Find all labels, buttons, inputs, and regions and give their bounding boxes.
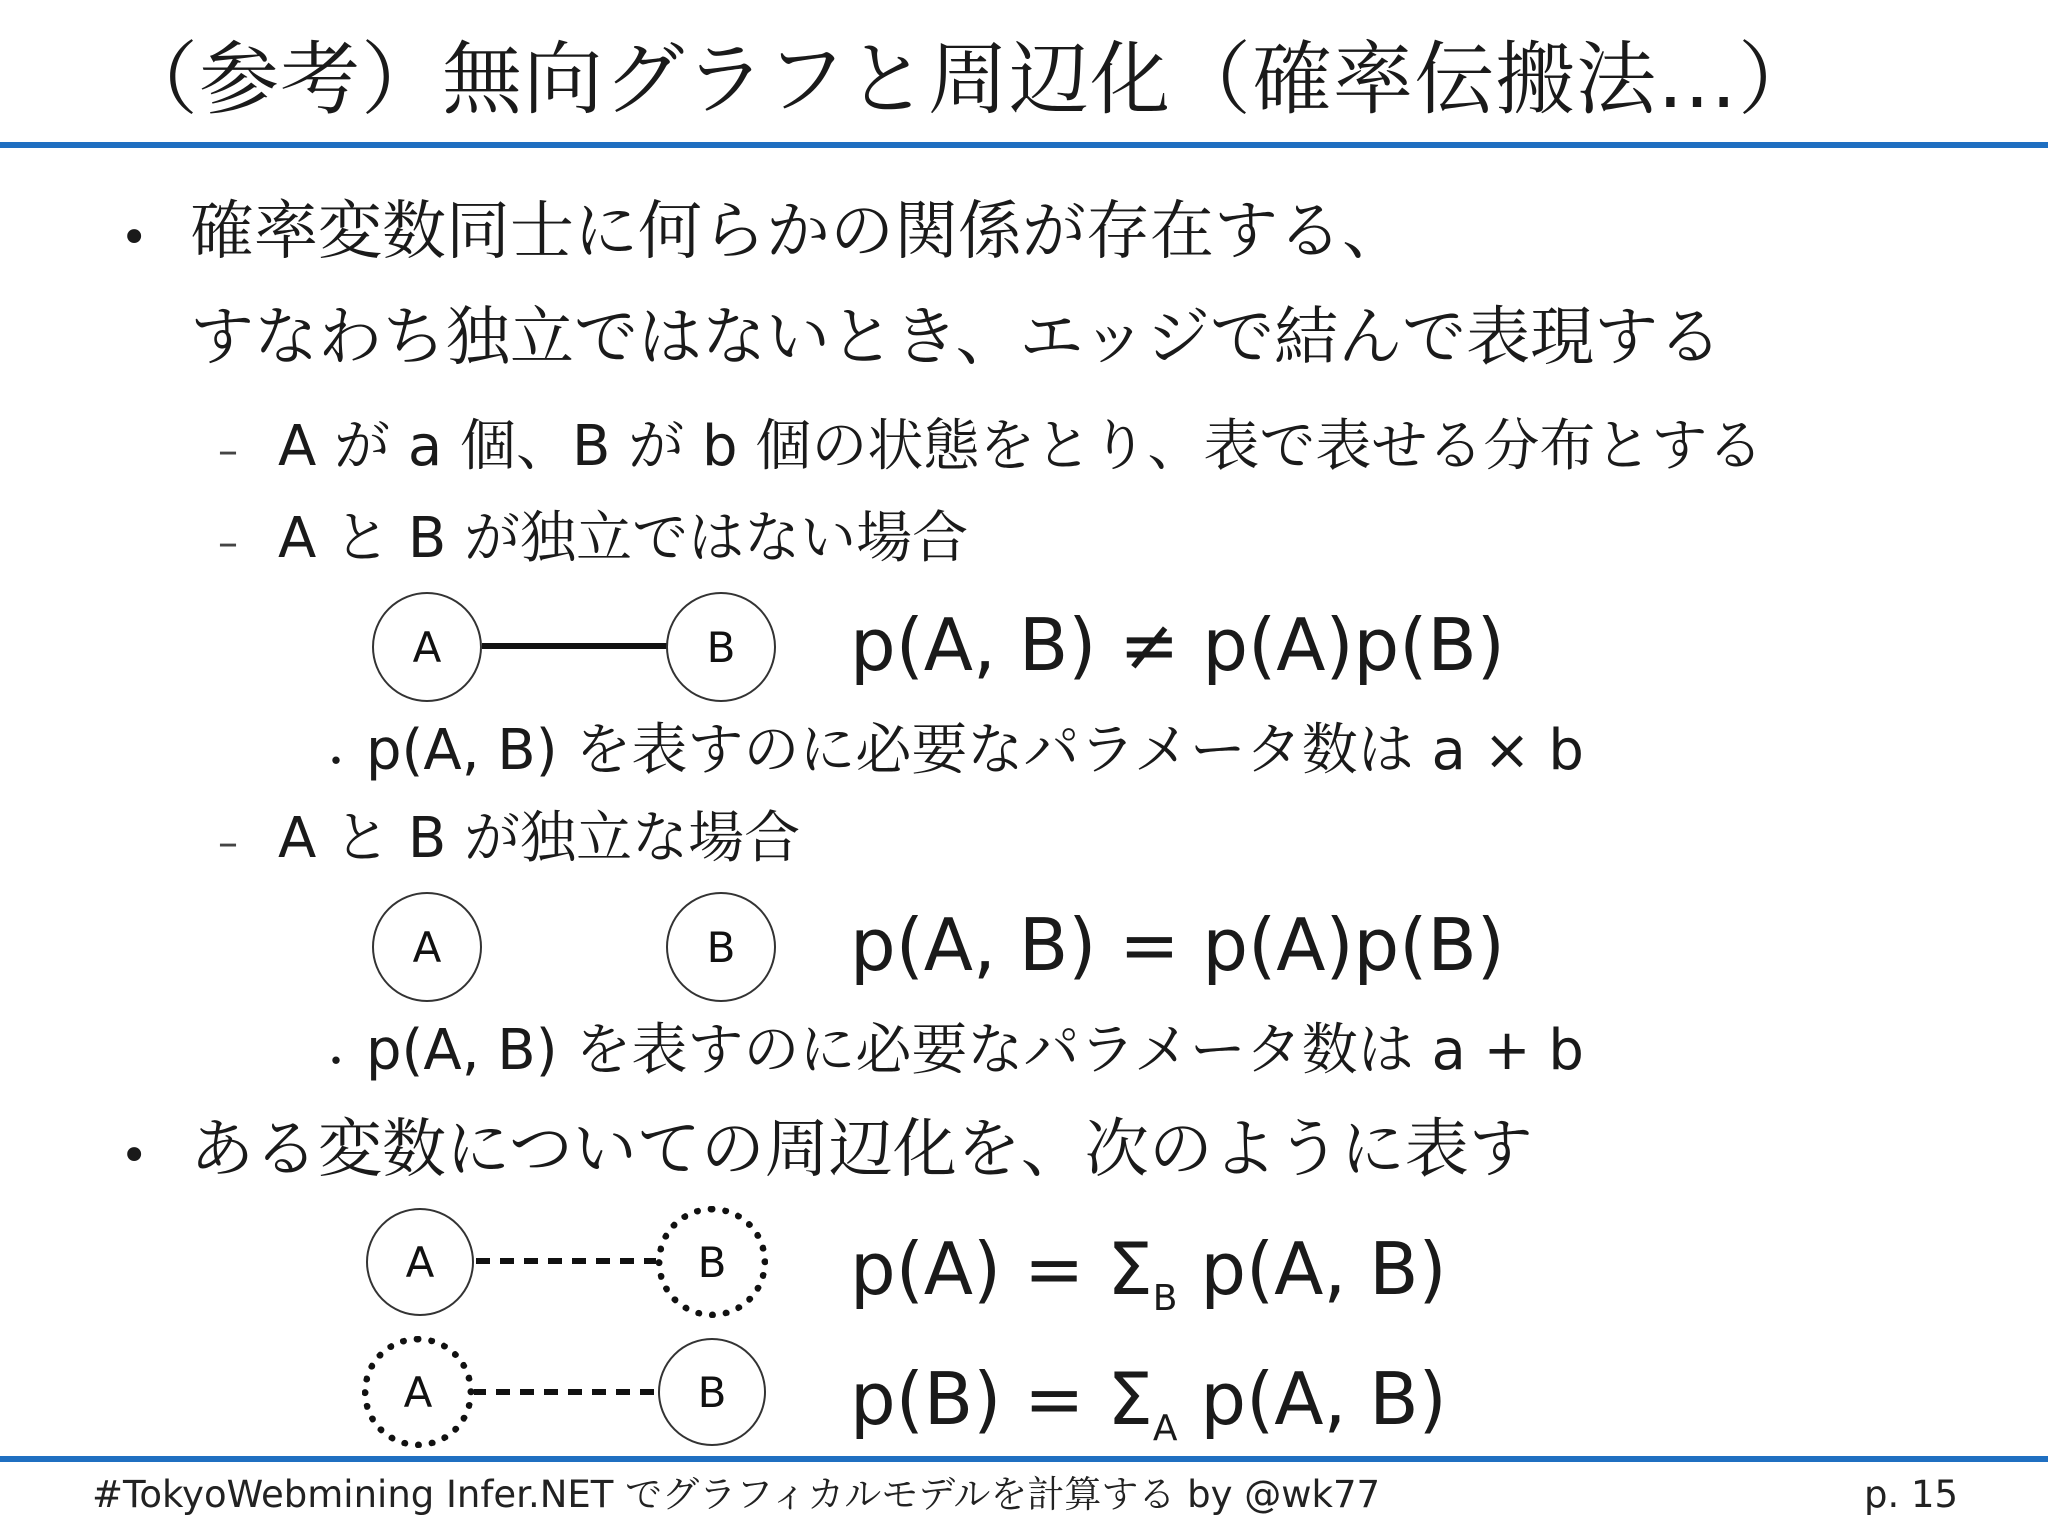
equation-sub: B bbox=[1152, 1278, 1178, 1320]
page-number: p. 15 bbox=[1864, 1473, 1959, 1516]
footer-text: #TokyoWebmining Infer.NET でグラフィカルモデルを計算する by @wk77 bbox=[92, 1473, 1381, 1516]
equation-independent: p(A, B) = p(A)p(B) bbox=[850, 903, 1505, 987]
dot-marker: ・ bbox=[316, 1039, 356, 1085]
node-b: B bbox=[658, 1338, 766, 1446]
bullet-1-line-2: すなわち独立ではないとき、エッジで結んで表現する bbox=[190, 301, 1723, 375]
slide-title: （参考）無向グラフと周辺化（確率伝搬法…） bbox=[118, 33, 1819, 126]
note-params-independent: p(A, B) を表すのに必要なパラメータ数は a + b bbox=[366, 1018, 1584, 1083]
sub-item-independent: A と B が独立な場合 bbox=[278, 806, 801, 871]
bullet-1-line-1: 確率変数同士に何らかの関係が存在する、 bbox=[190, 195, 1406, 269]
note-params-dependent: p(A, B) を表すのに必要なパラメータ数は a × b bbox=[366, 718, 1584, 783]
footer-divider bbox=[0, 1456, 2048, 1462]
bullet-marker: • bbox=[120, 1128, 149, 1184]
node-a: A bbox=[372, 592, 482, 702]
node-b: B bbox=[666, 892, 776, 1002]
sub-item-dependent: A と B が独立ではない場合 bbox=[278, 506, 969, 571]
equation-suffix: p(A, B) bbox=[1177, 1227, 1447, 1311]
bullet-2-text: ある変数についての周辺化を、次のように表す bbox=[190, 1113, 1533, 1187]
equation-suffix: p(A, B) bbox=[1177, 1357, 1447, 1441]
equation-prefix: p(B) = Σ bbox=[850, 1357, 1153, 1441]
node-a: A bbox=[372, 892, 482, 1002]
equation-marginal-a bbox=[850, 1224, 1447, 1344]
equation-prefix: p(A) = Σ bbox=[850, 1227, 1153, 1311]
bullet-marker: • bbox=[120, 210, 149, 266]
dash-marker: – bbox=[218, 520, 238, 566]
dash-marker: – bbox=[218, 428, 238, 474]
dot-marker: ・ bbox=[316, 739, 356, 785]
node-b: B bbox=[666, 592, 776, 702]
dash-marker: – bbox=[218, 820, 238, 866]
node-a: A bbox=[366, 1208, 474, 1316]
equation-dependent: p(A, B) ≠ p(A)p(B) bbox=[850, 603, 1505, 687]
node-b-marginalized: B bbox=[656, 1206, 768, 1318]
node-a-marginalized: A bbox=[362, 1336, 474, 1448]
equation-sub: A bbox=[1152, 1408, 1178, 1450]
sub-item-states: A が a 個、B が b 個の状態をとり、表で表せる分布とする bbox=[278, 414, 1764, 479]
